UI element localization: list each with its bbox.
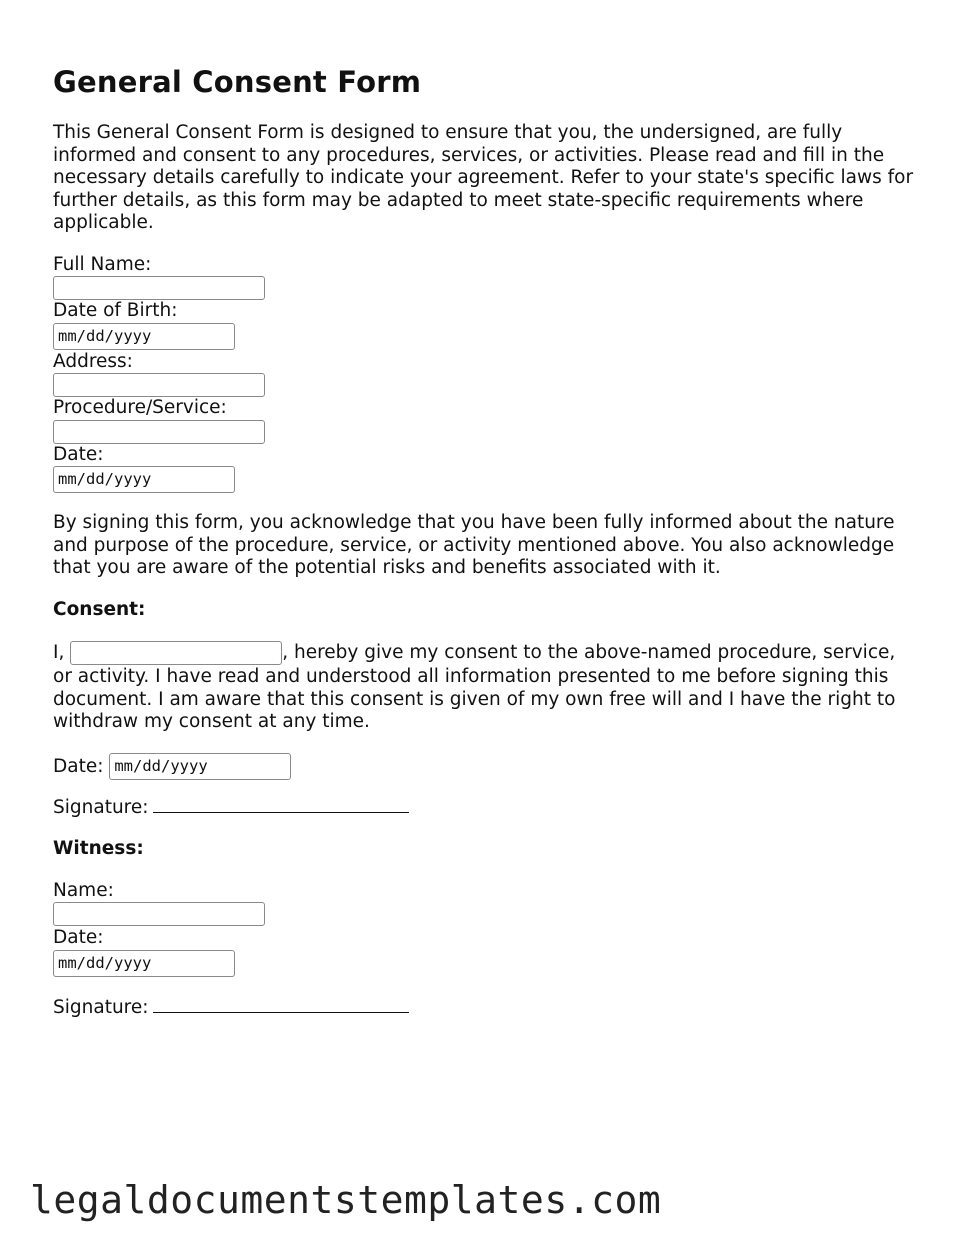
date-input[interactable]: mm/dd/yyyy <box>53 466 235 493</box>
consent-name-input[interactable] <box>70 641 282 665</box>
consent-suffix: , hereby give my consent to the above-named procedure, service, <box>282 642 896 663</box>
witness-date-label: Date: <box>53 927 104 948</box>
dob-label: Date of Birth: <box>53 300 178 321</box>
consent-date-input[interactable]: mm/dd/yyyy <box>109 753 291 780</box>
full-name-input[interactable] <box>53 276 265 300</box>
consent-heading: Consent: <box>53 598 146 620</box>
consent-form-page <box>53 62 915 1019</box>
consent-date-label: Date: <box>53 755 104 777</box>
consent-body: or activity. I have read and understood all information presented to me before signing this document. I am aware that this consent is given of my own free will and I have the right to withdraw my consent at any time. <box>53 666 896 732</box>
consent-prefix: I, <box>53 642 65 663</box>
procedure-label: Procedure/Service: <box>53 397 227 418</box>
witness-heading: Witness: <box>53 838 144 859</box>
acknowledgment-paragraph: By signing this form, you acknowledge that you have been fully informed about the nature and purpose of the procedure, service, or activity mentioned above. You also acknowledge that you are aware of the potential risks and benefits associated with it. <box>53 512 895 578</box>
intro-paragraph: This General Consent Form is designed to ensure that you, the undersigned, are fully informed and consent to any procedures, services, or activities. Please read and fill in the necessary details carefully to indicate your agreement. Refer to your state's specific laws for further details, as this form may be adapted to meet state-specific requirements where applicable. <box>53 122 914 233</box>
procedure-input[interactable] <box>53 420 265 444</box>
witness-signature-label: Signature: <box>53 996 149 1018</box>
witness-date-input[interactable]: mm/dd/yyyy <box>53 950 235 977</box>
witness-name-label: Name: <box>53 879 114 901</box>
witness-signature-line[interactable] <box>153 996 409 1013</box>
personal-details-section <box>53 254 915 494</box>
witness-section <box>53 880 915 977</box>
full-name-label: Full Name: <box>53 253 152 275</box>
consent-date-row <box>53 752 915 782</box>
page-title: General Consent Form <box>53 65 422 99</box>
address-label: Address: <box>53 350 133 372</box>
date-label: Date: <box>53 443 104 465</box>
witness-signature-row <box>53 996 915 1020</box>
address-input[interactable] <box>53 373 265 397</box>
consent-statement <box>53 640 915 734</box>
consent-signature-line[interactable] <box>153 796 409 813</box>
consent-signature-row <box>53 796 915 820</box>
dob-date-input[interactable]: mm/dd/yyyy <box>53 323 235 350</box>
witness-name-input[interactable] <box>53 902 265 926</box>
consent-signature-label: Signature: <box>53 796 149 818</box>
footer-watermark: legaldocumentstemplates.com <box>30 1178 662 1222</box>
